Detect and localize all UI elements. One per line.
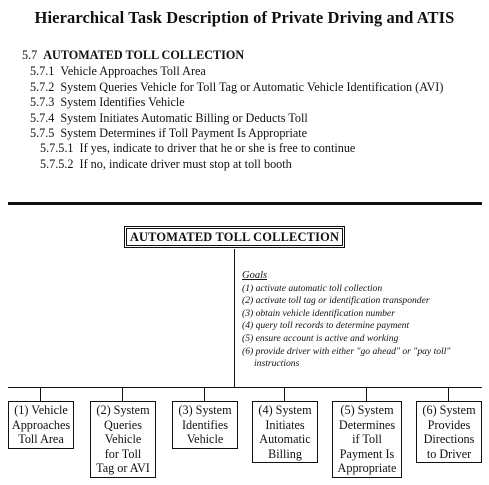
child-task-line: Automatic bbox=[259, 432, 311, 447]
outline-number: 5.7.3 bbox=[30, 95, 55, 109]
outline-text: If no, indicate driver must stop at toll booth bbox=[79, 157, 292, 171]
child-task-line: (6) System bbox=[422, 403, 476, 417]
goals-list bbox=[242, 270, 450, 371]
child-task-line: (3) System bbox=[178, 403, 232, 417]
outline-item bbox=[30, 80, 443, 95]
root-task-box: AUTOMATED TOLL COLLECTION bbox=[126, 228, 343, 246]
child-task-line: Directions bbox=[423, 432, 475, 447]
child-task-line: Approaches bbox=[11, 417, 71, 432]
outline-number: 5.7 bbox=[22, 48, 38, 62]
child-task-box bbox=[8, 401, 74, 449]
child-task-line: (1) Vehicle bbox=[14, 403, 68, 417]
outline-number: 5.7.4 bbox=[30, 111, 55, 125]
child-connector-tick bbox=[448, 387, 449, 401]
child-task-line: Toll Area bbox=[18, 432, 64, 447]
outline-text: If yes, indicate to driver that he or she is free to continue bbox=[79, 141, 356, 155]
child-task-line: (4) System bbox=[258, 403, 312, 417]
outline-item bbox=[40, 141, 355, 156]
goal-item: (1) activate automatic toll collection bbox=[242, 282, 383, 294]
child-task-line: Payment Is bbox=[339, 446, 395, 461]
child-task-line: to Driver bbox=[426, 446, 472, 461]
goal-item: instructions bbox=[254, 358, 300, 370]
child-connector-tick bbox=[204, 387, 205, 401]
child-task-line: Determines bbox=[338, 417, 396, 432]
child-connector-tick bbox=[122, 387, 123, 401]
child-task-box bbox=[332, 401, 402, 478]
child-task-line: Vehicle bbox=[104, 432, 142, 447]
outline-item bbox=[30, 95, 185, 110]
outline-item bbox=[30, 126, 307, 141]
outline-item bbox=[30, 111, 308, 126]
child-task-line: Tag or AVI bbox=[96, 461, 150, 476]
goal-item: (2) activate toll tag or identification transponder bbox=[242, 295, 430, 307]
child-connector-tick bbox=[284, 387, 285, 401]
child-task-line: Vehicle bbox=[186, 432, 224, 447]
child-task-box bbox=[416, 401, 482, 463]
outline-item bbox=[22, 48, 244, 63]
children-connector-line bbox=[8, 387, 482, 388]
outline-text: System Initiates Automatic Billing or Deducts Toll bbox=[60, 111, 308, 125]
child-task-line: Appropriate bbox=[337, 461, 397, 476]
child-task-box bbox=[252, 401, 318, 463]
outline-number: 5.7.5 bbox=[30, 126, 55, 140]
child-task-line: (2) System bbox=[96, 403, 150, 417]
outline-text: Vehicle Approaches Toll Area bbox=[60, 64, 206, 78]
child-task-line: Identifies bbox=[181, 417, 229, 432]
outline-number: 5.7.5.1 bbox=[40, 141, 74, 155]
child-task-line: Provides bbox=[427, 417, 471, 432]
outline-text: System Identifies Vehicle bbox=[60, 95, 185, 109]
outline-text: AUTOMATED TOLL COLLECTION bbox=[43, 48, 245, 62]
root-connector-line bbox=[234, 249, 235, 387]
child-task-line: Queries bbox=[104, 417, 142, 432]
outline-number: 5.7.2 bbox=[30, 80, 55, 94]
outline-number: 5.7.1 bbox=[30, 64, 55, 78]
outline-item bbox=[30, 64, 206, 79]
goal-item: (3) obtain vehicle identification number bbox=[242, 307, 395, 319]
page-title: Hierarchical Task Description of Private Driving and ATIS bbox=[34, 8, 455, 27]
child-task-box bbox=[172, 401, 238, 449]
child-task-line: Initiates bbox=[265, 417, 305, 432]
outline-text: System Determines if Toll Payment Is Appropriate bbox=[60, 126, 308, 140]
child-task-line: if Toll bbox=[352, 432, 382, 447]
goals-heading: Goals bbox=[242, 270, 268, 281]
goal-item: (4) query toll records to determine payment bbox=[242, 320, 410, 332]
child-task-line: for Toll bbox=[104, 446, 142, 461]
goal-item: (6) provide driver with either "go ahead" or "pay toll" bbox=[242, 345, 451, 357]
child-task-box bbox=[90, 401, 156, 478]
outline-item bbox=[40, 157, 292, 172]
child-connector-tick bbox=[366, 387, 367, 401]
outline-number: 5.7.5.2 bbox=[40, 157, 74, 171]
child-task-line: (5) System bbox=[340, 403, 394, 417]
child-task-line: Billing bbox=[268, 446, 302, 461]
child-connector-tick bbox=[40, 387, 41, 401]
goal-item: (5) ensure account is active and working bbox=[242, 332, 399, 344]
outline-text: System Queries Vehicle for Toll Tag or Automatic Vehicle Identification (AVI) bbox=[60, 80, 444, 94]
section-divider bbox=[8, 202, 482, 205]
